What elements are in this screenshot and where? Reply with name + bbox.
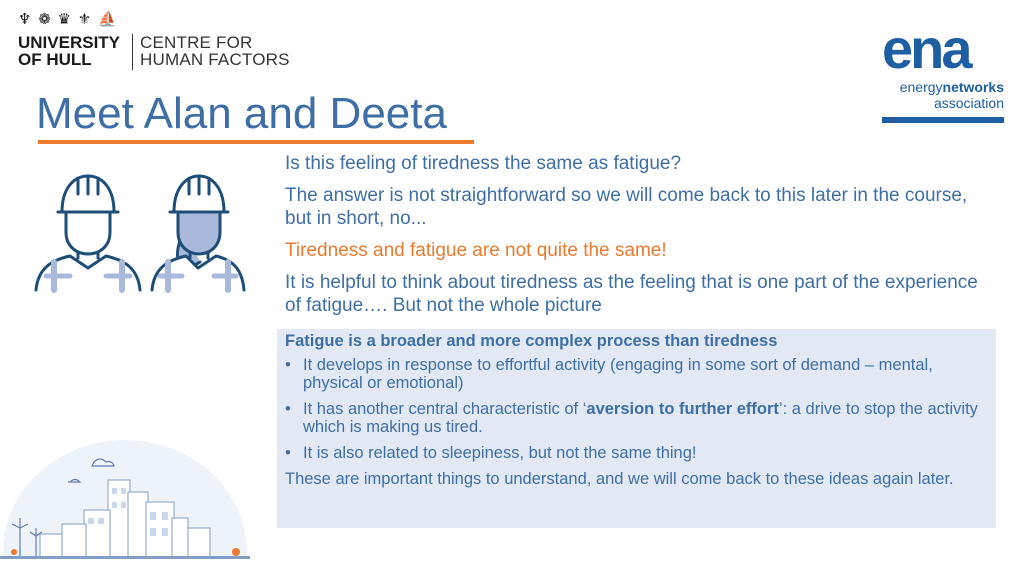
logo-divider [132,34,133,70]
paragraph-4: It is helpful to think about tiredness as the feeling that is one part of the experience of fatigue…. But not the whole picture [285,272,978,316]
box-footer: These are important things to understand, and we will come back to these ideas again later. [285,470,954,488]
ena-sub-bold: networks [942,79,1004,95]
city-skyline-illustration [0,432,250,575]
ena-underline-bar [882,117,1004,123]
box-heading: Fatigue is a broader and more complex process than tiredness [285,332,778,350]
university-name [18,34,120,68]
title-underline [38,140,474,144]
bullet-dot: • [285,400,291,418]
slide-title: Meet Alan and Deeta [36,89,447,138]
female-worker-icon [152,176,244,290]
ena-logo [882,17,1004,127]
fatigue-info-box [277,329,996,528]
bullet-item [285,356,988,392]
workers-illustration [30,170,246,295]
bullet-text-post: ’: a drive to stop the activity which is making us tired. [303,400,978,436]
bullet-text-pre: It has another central characteristic of ‘ [303,400,587,418]
bullet-text: It is also related to sleepiness, but not the same thing! [303,444,697,462]
male-worker-icon [36,176,140,290]
ena-subtitle-line2: association [933,95,1004,111]
ena-sub-normal: energy [899,79,943,95]
ena-subtitle-line1 [900,79,1004,95]
university-line1: UNIVERSITY [18,33,121,52]
university-of-hull-logo [18,10,308,72]
bullet-dot: • [285,356,291,374]
bullet-text: It develops in response to effortful activity (engaging in some sort of demand – mental, physical or emotional) [303,356,933,392]
ena-wordmark: ena [882,17,970,80]
university-line2: OF HULL [18,50,92,69]
bullet-dot: • [285,444,291,462]
bullet-text-bold: aversion to further effort [586,400,779,418]
paragraph-1: Is this feeling of tiredness the same as fatigue? [285,153,682,174]
centre-line2: HUMAN FACTORS [140,50,290,69]
paragraph-2: The answer is not straightforward so we will come back to this later in the course, but in short, no... [285,185,968,229]
paragraph-3-highlight: Tiredness and fatigue are not quite the same! [285,240,667,261]
bullet-item [285,400,988,436]
crest-icons: ♆ ❁ ♛ ⚜ ⛵ [18,10,118,28]
centre-line1: CENTRE FOR [140,33,253,52]
centre-name [140,34,290,68]
main-text [285,152,985,326]
bullet-item [285,444,988,462]
